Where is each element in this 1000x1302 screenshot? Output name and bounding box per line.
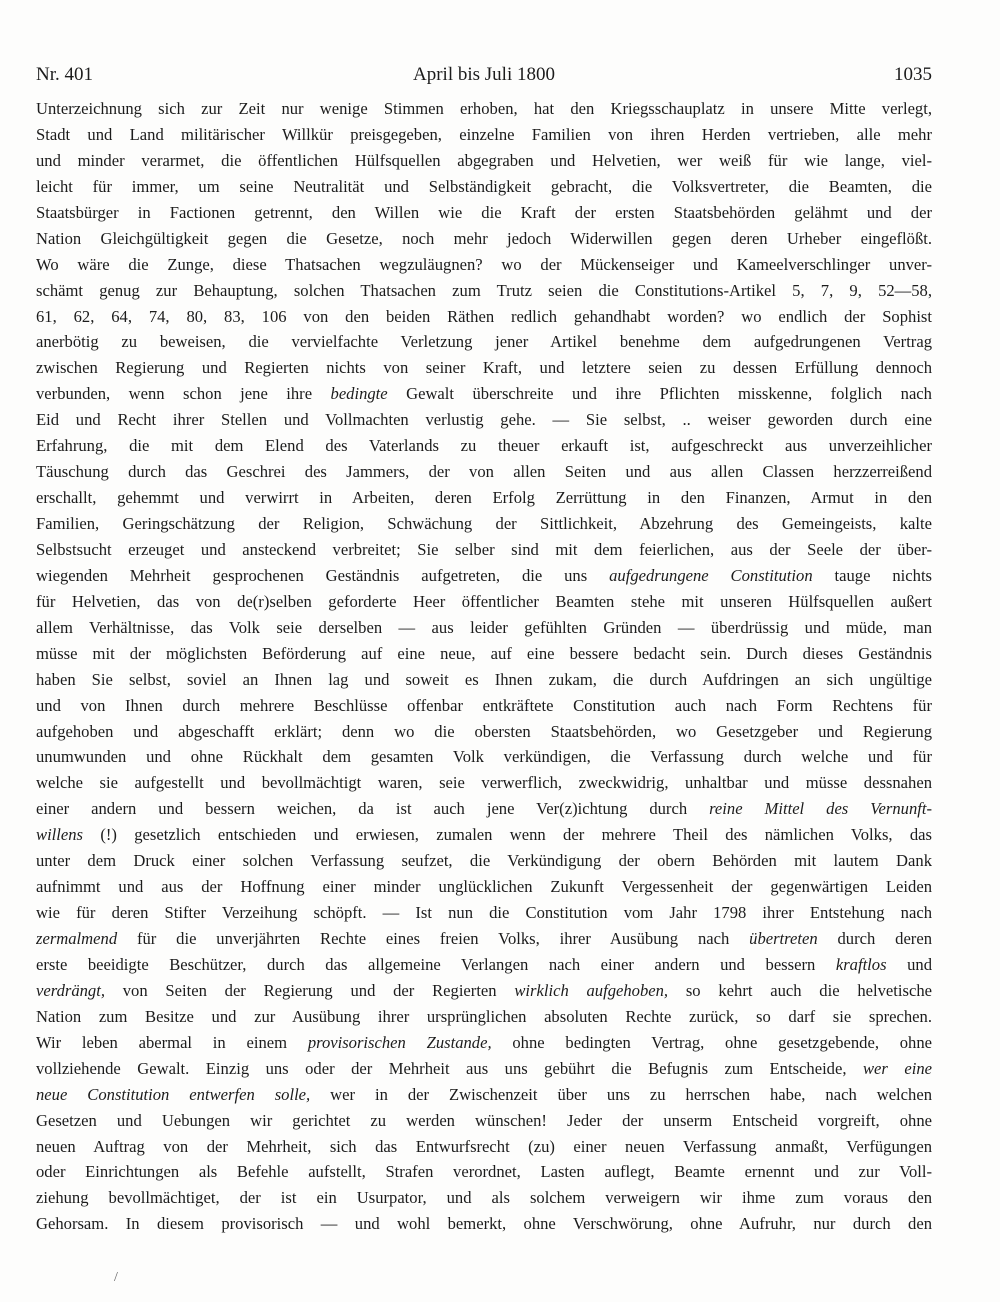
- text-segment: wie für deren Stifter Verzeihung schöpft. — Ist nun die Constitution vom Jahr 1798 ihrer Entstehung nach: [36, 903, 932, 923]
- text-segment: unumwunden und ohne Rückhalt dem gesamten Volk verkündigen, die Verfassung durch welche und für: [36, 747, 932, 767]
- text-segment: so kehrt auch die helvetische: [668, 980, 932, 1000]
- text-segment: 61, 62, 64, 74, 80, 83, 106 von den beiden Räthen redlich gehandhabt worden? wo endlich der Sophist: [36, 306, 932, 326]
- emphasis-text: reine Mittel des Vernunft-: [709, 799, 932, 819]
- text-line: [36, 200, 932, 226]
- text-line: [36, 1030, 932, 1056]
- text-line: [36, 1004, 932, 1030]
- text-line: [36, 433, 932, 459]
- text-line: [36, 485, 932, 511]
- text-line: [36, 1108, 932, 1134]
- text-segment: für die unverjährten Rechte eines freien Volks, ihrer Ausübung nach: [117, 929, 750, 948]
- text-segment: aufgehoben und abgeschafft erklärt; denn wo die obersten Staatsbehörden, wo Gesetzgeber und Regierung: [36, 721, 932, 741]
- text-line: [36, 563, 932, 589]
- text-line: [36, 96, 932, 122]
- text-line: [36, 226, 932, 252]
- text-segment: für Helvetien, das von de(r)selben geforderte Heer öffentlicher Beamten stehe mit unseren Hülfsquellen außert: [36, 591, 932, 611]
- text-segment: neuen Auftrag von der Mehrheit, sich das Entwurfsrecht (zu) einer neuen Verfassung anmaßt, Verfügungen: [36, 1136, 932, 1156]
- text-segment: leicht für immer, um seine Neutralität und Selbständigkeit gebracht, die Volksvertreter, die Beamten, die: [36, 176, 932, 196]
- text-line: [36, 719, 932, 745]
- text-segment: Nation Gleichgültigkeit gegen die Gesetze, noch mehr jedoch Widerwillen gegen deren Urheber eingeflößt.: [36, 228, 932, 248]
- text-segment: schämt genug zur Behauptung, solchen Thatsachen zum Trutz seien die Constitutions-Artikel 5, 7, 9, 52—58,: [36, 280, 932, 300]
- text-segment: erste beeidigte Beschützer, durch das allgemeine Verlangen nach einer andern und bessern: [36, 954, 836, 974]
- emphasis-text: willens: [36, 825, 84, 845]
- text-line: [36, 304, 932, 330]
- text-line: [36, 511, 932, 537]
- text-segment: Stadt und Land militärischer Willkür preisgegeben, einzelne Familien von ihren Herden vertrieben, alle mehr: [36, 124, 932, 144]
- text-segment: und von Ihnen durch mehrere Beschlüsse offenbar entkräftete Constitution auch nach Form Rechtens für: [36, 695, 932, 715]
- text-line: [36, 252, 932, 278]
- text-line: [36, 770, 932, 796]
- text-segment: unter dem Druck einer solchen Verfassung seufzet, die Verkündigung der obern Behörden mit lautem Dank: [36, 851, 932, 871]
- text-line: [36, 122, 932, 148]
- document-number: Nr. 401: [36, 64, 93, 85]
- text-segment: Wir leben abermal in einem: [36, 1032, 308, 1052]
- text-segment: müsse mit der möglichsten Beförderung auf eine neue, auf eine bessere bedacht sein. Durch dieses Geständnis: [36, 643, 932, 663]
- emphasis-text: wer eine: [862, 1058, 932, 1078]
- text-segment: anerbötig zu beweisen, die vervielfachte Verletzung jener Artikel benehme dem aufgedrungenen Vertrag: [36, 332, 932, 352]
- text-segment: Unterzeichnung sich zur Zeit nur wenige Stimmen erhoben, hat den Kriegsschauplatz in unsere Mitte verlegt,: [36, 99, 932, 118]
- text-segment: Täuschung durch das Geschrei des Jammers, der von allen Seiten und aus allen Classen herzzerreißend: [36, 462, 932, 482]
- text-line: [36, 926, 932, 952]
- text-segment: erschallt, gehemmt und verwirrt in Arbeiten, deren Erfolg Zerrüttung in den Finanzen, Armut in den: [36, 488, 932, 508]
- text-segment: aufnimmt und aus der Hoffnung einer minder unglücklichen Zukunft Vergessenheit der gegenwärtigen Leiden: [36, 877, 932, 897]
- text-line: [36, 1159, 932, 1185]
- text-segment: (!) gesetzlich entschieden und erwiesen, zumalen wenn der mehrere Theil des nämlichen Volks, das: [83, 825, 932, 845]
- text-segment: zwischen Regierung und Regierten nichts von seiner Kraft, und letztere seien zu dessen Erfüllung dennoch: [36, 358, 932, 378]
- text-segment: oder Einrichtungen als Befehle aufstellt, Strafen verordnet, Lasten auflegt, Beamte ernennt und zur Voll-: [36, 1162, 932, 1182]
- text-segment: einer andern und bessern weichen, da ist auch jene Ver(z)ichtung durch: [36, 799, 710, 819]
- text-line: [36, 1211, 932, 1237]
- emphasis-text: neue Constitution entwerfen solle,: [36, 1084, 311, 1104]
- running-header: [36, 62, 932, 88]
- text-line: [36, 278, 932, 304]
- text-line: [36, 796, 932, 822]
- text-line: [36, 1185, 932, 1211]
- text-segment: von Seiten der Regierung und der Regierten: [104, 980, 515, 1000]
- text-line: [36, 329, 932, 355]
- text-line: [36, 744, 932, 770]
- text-line: [36, 952, 932, 978]
- page-number: 1035: [894, 64, 932, 85]
- text-segment: Gewalt überschreite und ihre Pflichten misskenne, folglich nach: [387, 384, 932, 404]
- emphasis-text: provisorischen Zustande,: [307, 1032, 492, 1052]
- text-line: [36, 874, 932, 900]
- emphasis-text: kraftlos: [835, 954, 887, 974]
- text-line: [36, 381, 932, 407]
- text-line: [36, 589, 932, 615]
- text-line: [36, 537, 932, 563]
- text-segment: allem Verhältnisse, das Volk seie derselben — aus leider gefühlten Gründen — überdrüssig und müde, man: [36, 617, 932, 637]
- text-line: [36, 407, 932, 433]
- text-segment: Wo wäre die Zunge, diese Thatsachen wegzuläugnen? wo der Mückenseiger und Kameelverschlinger unver-: [36, 254, 932, 274]
- text-segment: und: [886, 954, 932, 974]
- text-segment: haben Sie selbst, soviel an Ihnen lag und soweit es Ihnen zukam, die durch Aufdringen an sich ungültige: [36, 669, 932, 689]
- text-segment: Familien, Geringschätzung der Religion, Schwächung der Sittlichkeit, Abzehrung des Gemeingeists, kalte: [36, 514, 932, 533]
- text-segment: tauge nichts: [812, 565, 932, 585]
- text-line: [36, 174, 932, 200]
- text-segment: Gehorsam. In diesem provisorisch — und wohl bemerkt, ohne Verschwörung, ohne Aufruhr, nur durch den: [36, 1214, 932, 1234]
- emphasis-text: zermalmend: [36, 929, 118, 948]
- emphasis-text: verdrängt,: [36, 980, 105, 1000]
- text-line: [36, 615, 932, 641]
- text-line: [36, 355, 932, 381]
- text-line: [36, 459, 932, 485]
- text-line: [36, 822, 932, 848]
- text-segment: durch deren: [817, 929, 932, 948]
- running-title: April bis Juli 1800: [413, 64, 555, 85]
- text-line: [36, 641, 932, 667]
- stray-mark: /: [114, 1270, 118, 1285]
- text-segment: Nation zum Besitze und zur Ausübung ihrer ursprünglichen absoluten Rechte zurück, so darf sie sprechen.: [36, 1006, 932, 1026]
- text-segment: ohne bedingten Vertrag, ohne gesetzgebende, ohne: [491, 1032, 932, 1052]
- text-line: [36, 693, 932, 719]
- text-line: [36, 848, 932, 874]
- text-segment: Gesetzen und Uebungen wir gerichtet zu werden wünschen! Jeder der unserm Entscheid vorgreift, ohne: [36, 1110, 932, 1130]
- text-line: [36, 978, 932, 1004]
- text-line: [36, 148, 932, 174]
- text-segment: welche sie aufgestellt und bevollmächtigt waren, seie verwerflich, zweckwidrig, unhaltbar und müsse dessnahen: [36, 773, 932, 793]
- text-segment: Eid und Recht ihrer Stellen und Vollmachten verlustig gehe. — Sie selbst, .. weiser geworden durch eine: [36, 410, 932, 430]
- emphasis-text: übertreten: [749, 929, 818, 948]
- text-segment: vollziehende Gewalt. Einzig uns oder der Mehrheit aus uns gebührt die Befugnis zum Entscheide,: [36, 1058, 863, 1078]
- text-segment: Erfahrung, die mit dem Elend des Vaterlands zu theuer erkauft ist, aufgeschreckt aus unverzeihlicher: [36, 436, 932, 456]
- text-segment: verbunden, wenn schon jene ihre: [36, 384, 331, 404]
- text-segment: Staatsbürger in Factionen getrennt, den Willen wie die Kraft der ersten Staatsbehörden gelähmt und der: [36, 202, 932, 222]
- body-text: [36, 96, 932, 1237]
- emphasis-text: wirklich aufgehoben,: [514, 980, 669, 1000]
- text-line: [36, 1056, 932, 1082]
- emphasis-text: aufgedrungene Constitution: [609, 565, 813, 585]
- text-line: [36, 1082, 932, 1108]
- text-segment: Selbstsucht erzeuget und ansteckend verbreitet; Sie selber sind mit dem feierlichen, aus der Seele der über-: [36, 539, 932, 559]
- emphasis-text: bedingte: [330, 384, 388, 404]
- text-line: [36, 900, 932, 926]
- text-segment: und minder verarmet, die öffentlichen Hülfsquellen abgegraben und Helvetien, wer weiß für wie lange, viel-: [36, 150, 932, 170]
- text-segment: ziehung bevollmächtiget, der ist ein Usurpator, und als solchem verweigern wir ihme zum voraus den: [36, 1188, 932, 1208]
- text-line: [36, 667, 932, 693]
- text-line: [36, 1134, 932, 1160]
- text-segment: wiegenden Mehrheit gesprochenen Geständnis aufgetreten, die uns: [36, 565, 610, 585]
- text-segment: wer in der Zwischenzeit über uns zu herrschen habe, nach welchen: [310, 1084, 932, 1104]
